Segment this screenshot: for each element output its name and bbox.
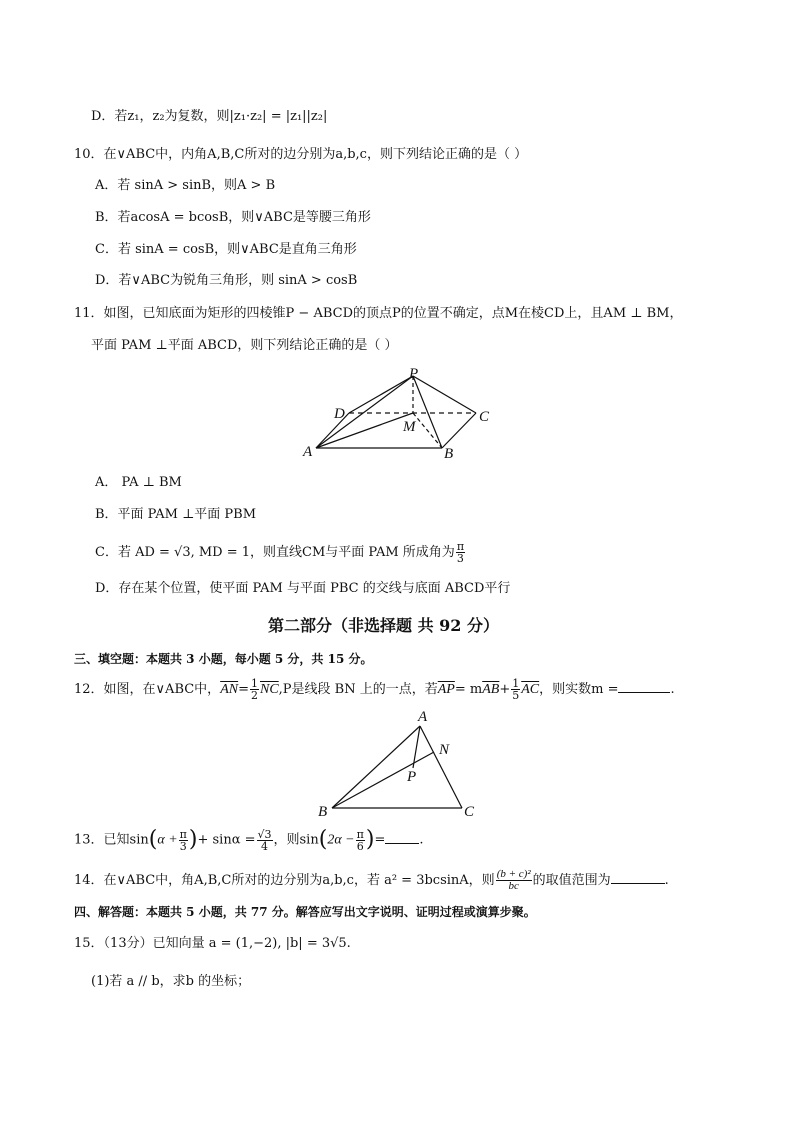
- label-a: A: [418, 709, 428, 725]
- section4-heading: 四、解答题：本题共 5 小题，共 77 分。解答应写出文字说明、证明过程或演算步聚。: [74, 905, 536, 919]
- label-p: P: [407, 769, 417, 785]
- q10-option-c: C．若 sinA = cosB，则∨ABC是直角三角形: [95, 242, 357, 257]
- q11-stem-line1: 11．如图，已知底面为矩形的四棱锥P − ABCD的顶点P的位置不确定，点M在棱CD上，且AM ⊥ BM，: [74, 306, 683, 321]
- q12-text-pre: 12．如图，在∨ABC中，: [74, 682, 221, 697]
- one-half-fraction: $\frac{1}{2}$: [250, 677, 258, 702]
- q9-option-d: D．若z₁，z₂为复数，则|z₁·z₂| = |z₁||z₂|: [91, 109, 328, 124]
- q12-text-post: ，则实数m =: [539, 682, 619, 697]
- q13-text-mid: + sinα =: [197, 832, 256, 848]
- vec-ap: $\overline{AP}$: [437, 682, 455, 697]
- vec-nc: $\overline{NC}$: [259, 682, 279, 697]
- label-b: B: [444, 446, 454, 462]
- q13-text-post: =: [374, 832, 386, 848]
- q11-option-c-text: C．若 AD = √3, MD = 1，则直线CM与平面 PAM 所成角为: [95, 545, 455, 560]
- q13-text-then: ，则sin: [273, 832, 319, 848]
- q13-text-pre: 13．已知sin: [74, 832, 149, 848]
- q14-fraction: $\frac{\text{(b + c)²}}{bc}$: [496, 868, 531, 892]
- q12-text-mid: ,P是线段 BN 上的一点，若: [278, 682, 438, 697]
- label-d: D: [334, 406, 345, 422]
- q12-answer-blank[interactable]: [618, 679, 670, 693]
- label-c: C: [464, 804, 475, 820]
- q15-stem: 15．（13分）已知向量 a = (1,−2), |b| = 3√5.: [74, 936, 351, 951]
- label-m: M: [403, 419, 416, 435]
- q14-text-pre: 14．在∨ABC中，角A,B,C所对的边分别为a,b,c，若 a² = 3bcsinA，则: [74, 873, 495, 888]
- q11-option-c: [95, 540, 466, 566]
- pi-over-6-fraction: $\frac{\pi}{6}$: [356, 827, 364, 853]
- q10-stem: 10．在∨ABC中，内角A,B,C所对的边分别为a,b,c，则下列结论正确的是（ ）: [74, 147, 528, 162]
- section3-heading: 三、填空题：本题共 3 小题，每小题 5 分，共 15 分。: [74, 652, 373, 666]
- q15-part1: (1)若 a // b，求b 的坐标；: [91, 974, 251, 989]
- q12-eq1: =: [238, 682, 249, 697]
- q12-eq2: = m: [454, 682, 483, 697]
- q13-arg2: 2α −: [327, 832, 355, 848]
- label-b: B: [318, 804, 328, 820]
- q14-answer-blank[interactable]: [611, 870, 665, 884]
- vec-ab: $\overline{AB}$: [482, 682, 500, 697]
- label-n: N: [439, 742, 450, 758]
- q13-arg1: α +: [157, 832, 178, 848]
- pyramid-figure: [300, 366, 500, 464]
- part2-title: 第二部分（非选择题 共 92 分）: [268, 616, 499, 635]
- q11-option-d: D．存在某个位置，使平面 PAM 与平面 PBC 的交线与底面 ABCD平行: [95, 581, 511, 596]
- pi-over-3-fraction: $\frac{\pi}{3}$: [179, 827, 187, 853]
- label-c: C: [479, 409, 490, 425]
- q13-answer-blank[interactable]: [385, 830, 419, 844]
- label-a: A: [303, 444, 313, 460]
- q11-option-b: B．平面 PAM ⊥平面 PBM: [95, 507, 257, 522]
- q11-option-a: A． PA ⊥ BM: [95, 475, 182, 490]
- q12-plus: +: [499, 682, 511, 697]
- q14-stem: 14．在∨ABC中，角A,B,C所对的边分别为a,b,c，若 a² = 3bcsinA，则 $\frac{\text{(b + c)²}}{bc}$ 的取值范围为 .: [74, 868, 669, 892]
- q11-stem-line2: 平面 PAM ⊥平面 ABCD，则下列结论正确的是（ ）: [91, 338, 398, 353]
- triangle-figure: [312, 708, 482, 820]
- q14-text-post: 的取值范围为: [532, 873, 611, 888]
- label-p: P: [409, 366, 419, 382]
- vec-an: $\overline{AN}$: [220, 682, 239, 697]
- q12-stem: 12．如图，在∨ABC中，$\overline{AN}=$ $\frac{1}{2}$ $\overline{NC},P$是线段 BN 上的一点，若$\overline{AP}= m\overline{AB}+$ $\frac{1}{5}$ $\overline{AC}$，则实数m = .: [74, 677, 675, 702]
- sqrt3-over-4-fraction: $\frac{√3}{4}$: [257, 827, 272, 853]
- pi-over-3-fraction: $\frac{\pi}{3}$: [456, 540, 465, 565]
- one-fifth-fraction: $\frac{1}{5}$: [512, 677, 520, 702]
- q13-stem: 13．已知sin(α + $\frac{\pi}{3}$ )+ sinα = $\frac{√3}{4}$ ，则sin(2α − $\frac{\pi}{6}$ )= .: [74, 827, 424, 853]
- q10-option-d: D．若∨ABC为锐角三角形，则 sinA > cosB: [95, 273, 358, 288]
- q10-option-a: A．若 sinA > sinB，则A > B: [95, 178, 276, 193]
- vec-ac: $\overline{AC}$: [521, 682, 540, 697]
- q10-option-b: B．若acosA = bcosB，则∨ABC是等腰三角形: [95, 210, 371, 225]
